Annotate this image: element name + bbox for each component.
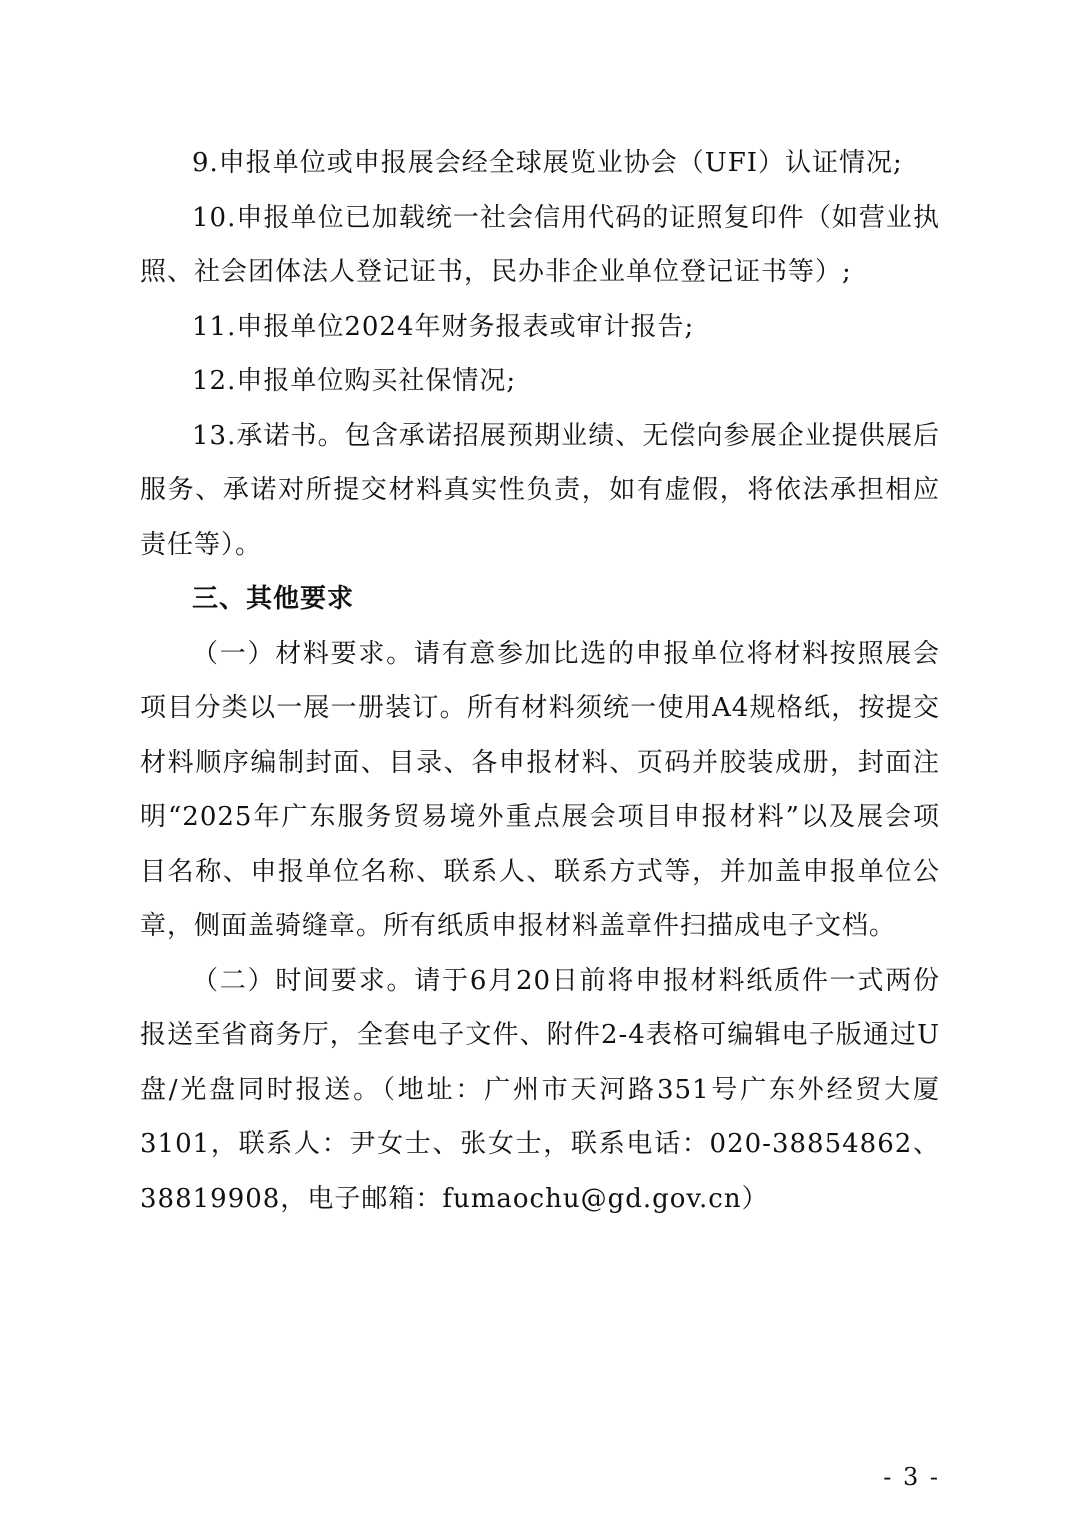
item-10: 10.申报单位已加载统一社会信用代码的证照复印件（如营业执照、社会团体法人登记证书，民办非企业单位登记证书等）; xyxy=(140,202,940,287)
section-heading: 三、其他要求 xyxy=(192,584,355,614)
item-11: 11.申报单位2024年财务报表或审计报告; xyxy=(192,311,695,342)
document-body xyxy=(140,136,940,1226)
page-number: - 3 - xyxy=(883,1463,940,1491)
item-9: 9.申报单位或申报展会经全球展览业协会（UFI）认证情况; xyxy=(192,148,903,178)
item-13: 13.承诺书。包含承诺招展预期业绩、无偿向参展企业提供展后服务、承诺对所提交材料真实性负责，如有虚假，将依法承担相应责任等）。 xyxy=(140,420,940,560)
requirement-time: （二）时间要求。请于6月20日前将申报材料纸质件一式两份报送至省商务厅，全套电子文件、附件2-4表格可编辑电子版通过U盘/光盘同时报送。（地址：广州市天河路351号广东外经贸大厦3101，联系人：尹女士、张女士，联系电话：020-38854862、38819908，电子邮箱：fumaochu@gd.gov.cn） xyxy=(140,965,940,1214)
requirement-materials: （一）材料要求。请有意参加比选的申报单位将材料按照展会项目分类以一展一册装订。所有材料须统一使用A4规格纸，按提交材料顺序编制封面、目录、各申报材料、页码并胶装成册，封面注明“2025年广东服务贸易境外重点展会项目申报材料”以及展会项目名称、申报单位名称、联系人、联系方式等，并加盖申报单位公章，侧面盖骑缝章。所有纸质申报材料盖章件扫描成电子文档。 xyxy=(140,638,940,941)
item-12: 12.申报单位购买社保情况; xyxy=(192,366,517,396)
